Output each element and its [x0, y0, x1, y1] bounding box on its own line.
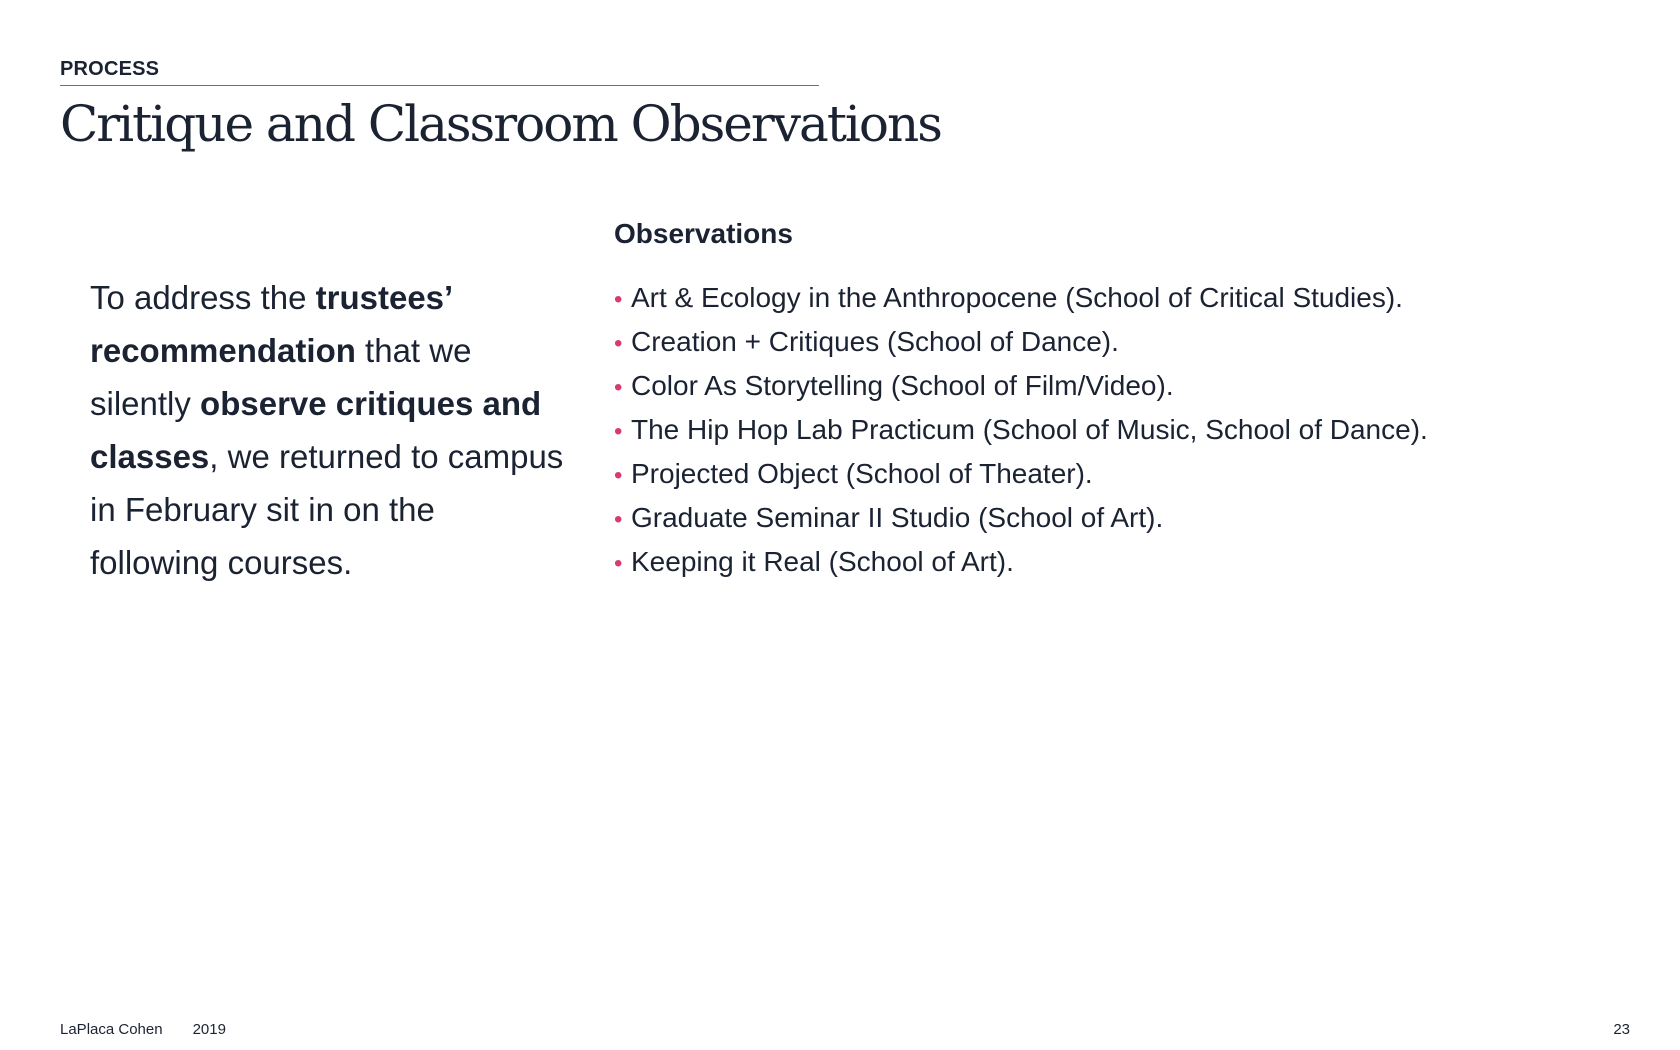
list-item-text: The Hip Hop Lab Practicum (School of Music, School of Dance). — [631, 414, 1428, 445]
bullet-icon: • — [614, 374, 623, 401]
list-item-text: Projected Object (School of Theater). — [631, 458, 1093, 489]
list-item-text: Art & Ecology in the Anthropocene (School of Critical Studies). — [631, 282, 1403, 313]
list-item-text: Keeping it Real (School of Art). — [631, 546, 1014, 577]
bullet-icon: • — [614, 286, 623, 313]
intro-text-1: To address the — [90, 279, 316, 316]
list-item — [614, 541, 1614, 585]
list-item-text: Color As Storytelling (School of Film/Video). — [631, 370, 1174, 401]
bullet-icon: • — [614, 418, 623, 445]
intro-text-3: , we returned to campus in February sit in on the following courses. — [90, 438, 564, 581]
list-item — [614, 409, 1614, 453]
bullet-icon: • — [614, 330, 623, 357]
observations-list — [614, 277, 1614, 585]
list-item — [614, 497, 1614, 541]
list-item — [614, 277, 1614, 321]
footer-year: 2019 — [192, 1021, 226, 1038]
list-item-text: Creation + Critiques (School of Dance). — [631, 326, 1119, 357]
intro-bold-1: trustees’ recommendation — [90, 279, 452, 369]
header-divider — [60, 85, 819, 86]
list-item — [614, 453, 1614, 497]
list-item — [614, 365, 1614, 409]
page-number: 23 — [1613, 1021, 1630, 1038]
intro-bold-2: observe critiques and classes — [90, 385, 542, 475]
bullet-icon: • — [614, 506, 623, 533]
intro-text-2: that we silently — [90, 332, 472, 422]
bullet-icon: • — [614, 550, 623, 577]
list-item-text: Graduate Seminar II Studio (School of Art). — [631, 502, 1164, 533]
page-title: Critique and Classroom Observations — [60, 95, 941, 153]
footer-company: LaPlaca Cohen — [60, 1021, 163, 1038]
footer-left — [60, 1021, 226, 1038]
bullet-icon: • — [614, 462, 623, 489]
intro-paragraph — [90, 271, 570, 589]
list-item — [614, 321, 1614, 365]
section-label: PROCESS — [60, 58, 160, 80]
observations-heading: Observations — [614, 218, 793, 249]
